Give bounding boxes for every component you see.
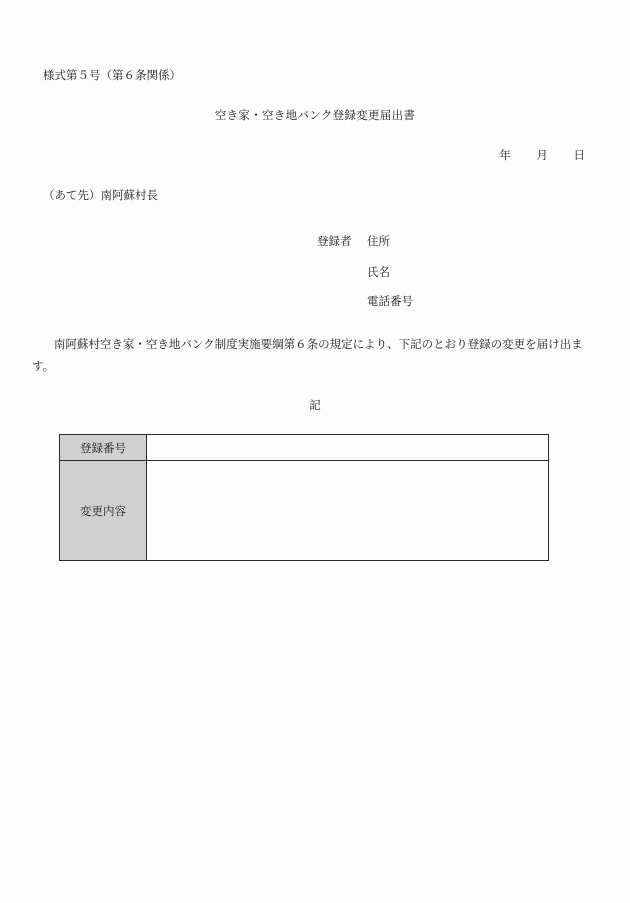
phone-label: 電話番号 — [367, 294, 413, 308]
table-row — [60, 435, 549, 461]
form-number: 様式第５号（第６条関係） — [43, 68, 181, 82]
change-table — [59, 434, 549, 561]
name-label: 氏名 — [367, 265, 390, 279]
body-paragraph: 南阿蘇村空き家・空き地バンク制度実施要綱第６条の規定により、下記のとおり登録の変更を届け出ます。 — [32, 337, 583, 373]
table-row — [60, 461, 549, 561]
ki-heading: 記 — [309, 398, 321, 412]
address-label: 住所 — [367, 234, 390, 248]
date-year-label: 年 — [499, 148, 511, 162]
change-details-field[interactable] — [147, 461, 549, 561]
registration-number-field[interactable] — [147, 435, 549, 461]
addressee: （あて先）南阿蘇村長 — [43, 188, 158, 202]
date-day-label: 日 — [573, 148, 585, 162]
date-line — [477, 147, 585, 163]
date-month-label: 月 — [536, 148, 548, 162]
document-title: 空き家・空き地バンク登録変更届出書 — [214, 108, 416, 122]
registrant-label: 登録者 — [317, 234, 352, 248]
registration-number-label: 登録番号 — [60, 435, 147, 461]
change-details-label: 変更内容 — [60, 461, 147, 561]
